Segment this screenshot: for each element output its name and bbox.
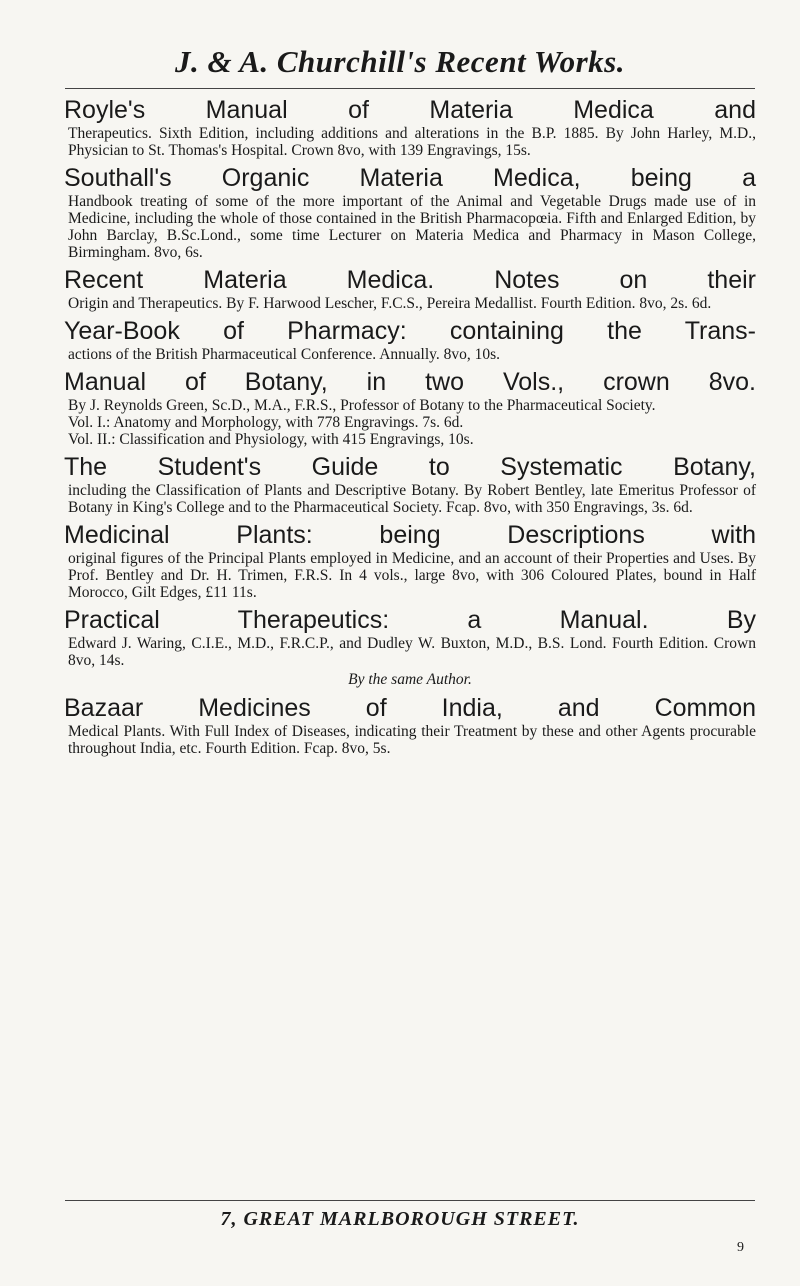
entry-year-book (64, 316, 756, 363)
entry-title: The Student's Guide to Systematic Botany, (64, 453, 756, 481)
page-number: 9 (737, 1240, 744, 1255)
entry-title: Practical Therapeutics: a Manual. By (64, 606, 756, 634)
header-rule (65, 88, 755, 89)
entry-description: Origin and Therapeutics. By F. Harwood Lescher, F.C.S., Pereira Medallist. Fourth Edition. 8vo, 2s. 6d. (68, 295, 712, 312)
footer-rule (65, 1200, 755, 1201)
entry-description: including the Classification of Plants and Descriptive Botany. By Robert Bentley, late Emeritus Professor of Botany in King's College and to the Pharmaceutical Society. Fcap. 8vo, with 350 Engravings, 3s. 6d. (68, 482, 756, 516)
entry-title: Medicinal Plants: being Descriptions with (64, 521, 756, 549)
entry-title: Year-Book of Pharmacy: containing the Trans- (64, 317, 756, 345)
entry-practical-therapeutics (64, 605, 756, 689)
entry-manual-of-botany (64, 367, 756, 448)
byline: By the same Author. (348, 671, 472, 688)
entry-title: Recent Materia Medica. Notes on their (64, 266, 756, 294)
entry-description: By J. Reynolds Green, Sc.D., M.A., F.R.S., Professor of Botany to the Pharmaceutical Society. (68, 397, 656, 414)
entry-students-guide (64, 452, 756, 516)
entry-royle (64, 95, 756, 159)
entry-recent-materia-medica (64, 265, 756, 312)
entry-description: Therapeutics. Sixth Edition, including additions and alterations in the B.P. 1885. By John Harley, M.D., Physician to St. Thomas's Hospital. Crown 8vo, with 139 Engravings, 15s. (68, 125, 756, 159)
publisher-address: 7, GREAT MARLBOROUGH STREET. (220, 1208, 580, 1230)
entry-title: Bazaar Medicines of India, and Common (64, 694, 756, 722)
volume-line: Vol. II.: Classification and Physiology, with 415 Engravings, 10s. (68, 431, 474, 448)
entry-bazaar-medicines (64, 693, 756, 757)
entry-title: Royle's Manual of Materia Medica and (64, 96, 756, 124)
entry-title: Manual of Botany, in two Vols., crown 8vo. (64, 368, 756, 396)
entry-description: Handbook treating of some of the more important of the Animal and Vegetable Drugs made use of in Medicine, including the whole of those contained in the British Pharmacopœia. Fifth and Enlarged Edition, by John Barclay, B.Sc.Lond., some time Lecturer on Materia Medica and Pharmacy in Mason College, Birmingham. 8vo, 6s. (68, 193, 756, 261)
entry-description: Medical Plants. With Full Index of Diseases, indicating their Treatment by these and other Agents procurable throughout India, etc. Fourth Edition. Fcap. 8vo, 5s. (68, 723, 756, 757)
entry-list (64, 95, 756, 761)
entry-southall (64, 163, 756, 261)
running-head: J. & A. Churchill's Recent Works. (174, 44, 625, 79)
entry-description: original figures of the Principal Plants employed in Medicine, and an account of their Properties and Uses. By Prof. Bentley and Dr. H. Trimen, F.R.S. In 4 vols., large 8vo, with 306 Coloured Plates, bound in Half Morocco, Gilt Edges, £11 11s. (68, 550, 756, 601)
entry-description: actions of the British Pharmaceutical Conference. Annually. 8vo, 10s. (68, 346, 501, 363)
entry-description: Edward J. Waring, C.I.E., M.D., F.R.C.P., and Dudley W. Buxton, M.D., B.S. Lond. Fourth Edition. Crown 8vo, 14s. (68, 635, 756, 669)
entry-medicinal-plants (64, 520, 756, 601)
volume-line: Vol. I.: Anatomy and Morphology, with 778 Engravings. 7s. 6d. (68, 414, 464, 431)
entry-title: Southall's Organic Materia Medica, being a (64, 164, 756, 192)
